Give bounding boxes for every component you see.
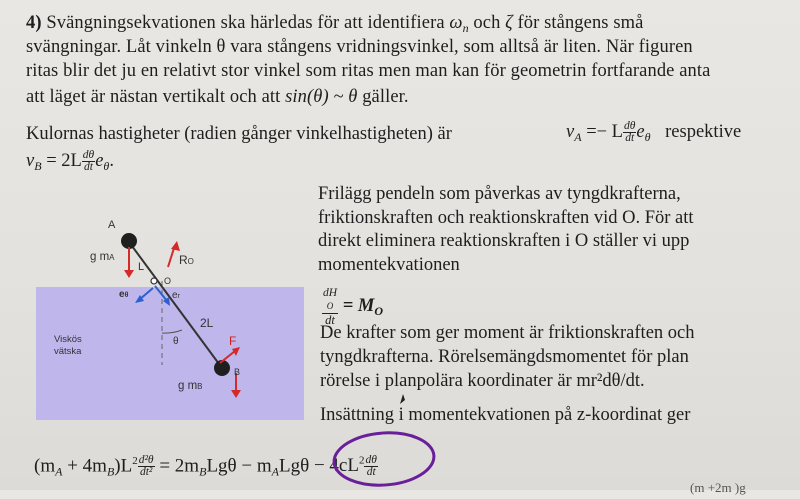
label-e-theta: eθ [119, 289, 129, 300]
zeta-symbol: ζ [505, 13, 513, 33]
dtheta-fraction: $\frac{d\theta}{dt}$ [365, 454, 377, 479]
label-L: L [138, 261, 145, 273]
gravity-arrowhead-A [124, 270, 134, 278]
dH-dt-fraction: dH O dt [323, 287, 338, 327]
problem-line-1-text: Svängningsekvationen ska härledas för att identifiera [46, 13, 445, 33]
right-line-5: De krafter som ger moment är friktionskraften och [320, 323, 695, 343]
label-F: F [229, 334, 237, 348]
velocity-text: Kulornas hastigheter (radien gånger vinkelhastigheten) är [26, 124, 452, 144]
damping-term: − $4cL^2$ $\frac{d\theta}{dt}$ [309, 454, 377, 479]
label-gmA: g mA [90, 251, 115, 263]
problem-number: 4) [26, 13, 42, 33]
pivot-O [151, 278, 157, 284]
velocity-B-expression: $v_B = 2L$ $\frac{d\theta}{dt}$ $e_\theta$. [26, 149, 114, 174]
right-line-1: Frilägg pendeln som påverkas av tyngdkrafterna, [318, 184, 681, 204]
label-B: B [234, 367, 241, 377]
label-fluid-2: vätska [54, 346, 82, 357]
right-line-3: direkt eliminera reaktionskraften i O ställer vi upp [318, 231, 690, 251]
problem-line-4 [26, 86, 409, 109]
small-angle-approx: sin(θ) ~ θ [285, 87, 358, 107]
problem-line-1-end: för stångens små [517, 13, 644, 33]
label-2L: 2L [200, 316, 214, 330]
pendulum-svg [36, 215, 304, 420]
right-line-8: Insättning i momentekvationen på z-koordinat ger [320, 405, 691, 425]
velocity-A-fraction: $\frac{d\theta}{dt}$ [623, 120, 636, 145]
velocity-B-fraction: $\frac{d\theta}{dt}$ [82, 149, 95, 174]
omega-symbol: ω [449, 13, 463, 33]
respektive-word: respektive [665, 122, 742, 142]
mass-A [121, 233, 137, 249]
label-e-r: er [172, 290, 180, 301]
och-word: och [473, 13, 501, 33]
corner-cut-text: (m +2m )g [690, 480, 746, 495]
velocity-A-expression: $v_A =- L$ $\frac{d\theta}{dt}$ $e_\theta$ respektive [566, 120, 742, 145]
problem-line-2: svängningar. Låt vinkeln θ vara stångens vridningsvinkel, som alltså är liten. När figuren [26, 37, 693, 57]
label-gmB: g mB [178, 380, 203, 392]
moment-rhs: = $M_O$ [342, 296, 383, 319]
right-line-2: friktionskraften och reaktionskraften vid O. För att [318, 208, 694, 228]
pendulum-figure [36, 215, 304, 420]
label-A: A [108, 219, 116, 231]
motion-equation: $(m_A + 4m_B)L^2$ $\frac{\text{d²θ}}{\text{dt²}}$ = $2m_BLg\theta - m_ALg\theta - 4cL^2$ $\frac{d\theta}{dt}$ [34, 454, 377, 479]
viscous-fluid-region [36, 287, 304, 420]
right-line-6: tyngdkrafterna. Rörelsemängdsmomentet för plan [320, 347, 689, 367]
problem-line-4-a: att läget är nästan vertikalt och att [26, 87, 281, 107]
problem-line-4-b: gäller. [362, 87, 409, 107]
problem-line-3: ritas blir det ju en relativt stor vinkel som ritas men man kan för geometrin fortfarande anta [26, 61, 711, 81]
right-line-7: rörelse i planpolära koordinater är mr²dθ/dt. [320, 371, 645, 391]
label-R: RO [179, 253, 194, 267]
label-theta: θ [173, 336, 179, 347]
d2theta-fraction: $\frac{\text{d²θ}}{\text{dt²}}$ [138, 454, 154, 479]
label-O: O [164, 276, 172, 286]
omega-subscript: n [462, 21, 469, 35]
reaction-force-arrowhead [171, 241, 180, 251]
moment-equation [322, 287, 383, 327]
velocity-line-1 [26, 123, 452, 146]
label-fluid-1: Viskös [54, 334, 82, 345]
mouse-cursor-icon [400, 394, 405, 404]
right-line-4: momentekvationen [318, 255, 460, 275]
